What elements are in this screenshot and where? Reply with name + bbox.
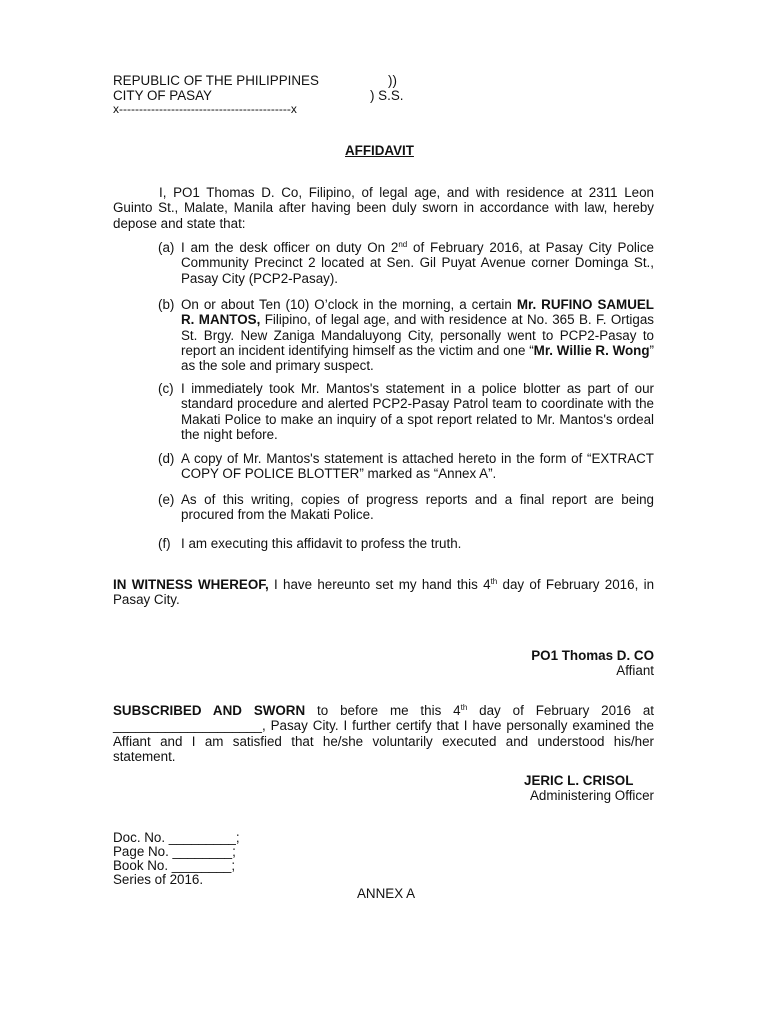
item-a-text: I am the desk officer on duty On 2nd of February 2016, at Pasay City Police Community Precinct 2 located at Sen. Gil Puyat Avenue corner Dominga St., Pasay City (PCP2-Pasay). xyxy=(181,240,655,286)
page-no: Page No. ________; xyxy=(113,844,236,859)
book-no: Book No. ________; xyxy=(113,858,236,873)
officer-role: Administering Officer xyxy=(529,788,654,803)
officer-name: JERIC L. CRISOL xyxy=(524,773,634,788)
series: Series of 2016. xyxy=(113,872,204,887)
item-d-letter: (d) xyxy=(158,451,175,466)
document-title: AFFIDAVIT xyxy=(345,143,414,158)
header-republic-mark: )) xyxy=(388,73,397,88)
header-republic: REPUBLIC OF THE PHILIPPINES xyxy=(113,73,319,88)
affiant-role: Affiant xyxy=(616,663,654,678)
intro-paragraph: I, PO1 Thomas D. Co, Filipino, of legal age, and with residence at 2311 Leon Guinto St., Malate, Manila after having been duly sworn in accordance with law, hereby depose and state that: xyxy=(113,185,654,231)
item-e-letter: (e) xyxy=(158,492,175,507)
item-c-text: I immediately took Mr. Mantos's statement in a police blotter as part of our standard procedure and alerted PCP2-Pasay Patrol team to coordinate with the Makati Police to make an inquiry of a spot report related to Mr. Mantos's ordeal the night before. xyxy=(181,381,654,442)
item-f-text: I am executing this affidavit to profess the truth. xyxy=(181,536,462,551)
item-a-letter: (a) xyxy=(158,240,175,255)
jurat-paragraph: SUBSCRIBED AND SWORN to before me this 4th day of February 2016 at ____________________, Pasay City. I further certify that I have personally examined the Affiant and I am satisfied that he/she voluntarily executed and understood his/her statement. xyxy=(113,703,654,764)
affiant-name: PO1 Thomas D. CO xyxy=(531,648,654,663)
item-d-text: A copy of Mr. Mantos's statement is attached hereto in the form of “EXTRACT COPY OF POLICE BLOTTER” marked as “Annex A”. xyxy=(181,451,654,482)
header-city-mark: ) S.S. xyxy=(370,88,404,103)
item-b-letter: (b) xyxy=(158,297,175,312)
witness-clause: IN WITNESS WHEREOF, I have hereunto set my hand this 4th day of February 2016, in Pasay City. xyxy=(113,577,655,608)
header-separator: x-------------------------------------------x xyxy=(113,102,297,116)
annex-label: ANNEX A xyxy=(357,886,416,901)
item-f-letter: (f) xyxy=(158,536,171,551)
doc-no: Doc. No. _________; xyxy=(113,830,240,845)
victim-name: Mr. RUFINO SAMUEL R. MANTOS, xyxy=(181,297,654,328)
item-c-letter: (c) xyxy=(158,381,174,396)
header-city: CITY OF PASAY xyxy=(113,88,212,103)
item-e-text: As of this writing, copies of progress reports and a final report are being procured from the Makati Police. xyxy=(181,492,654,523)
item-b-text: On or about Ten (10) O’clock in the morning, a certain Mr. RUFINO SAMUEL R. MANTOS, Filipino, of legal age, and with residence at No. 365 B. F. Ortigas St. Brgy. New Zaniga Mandaluyong City, personally went to PCP2-Pasay to report an incident identifying himself as the victim and one “Mr. Willie R. Wong” as the sole and primary suspect. xyxy=(181,297,655,374)
suspect-name: Mr. Willie R. Wong xyxy=(533,342,650,358)
